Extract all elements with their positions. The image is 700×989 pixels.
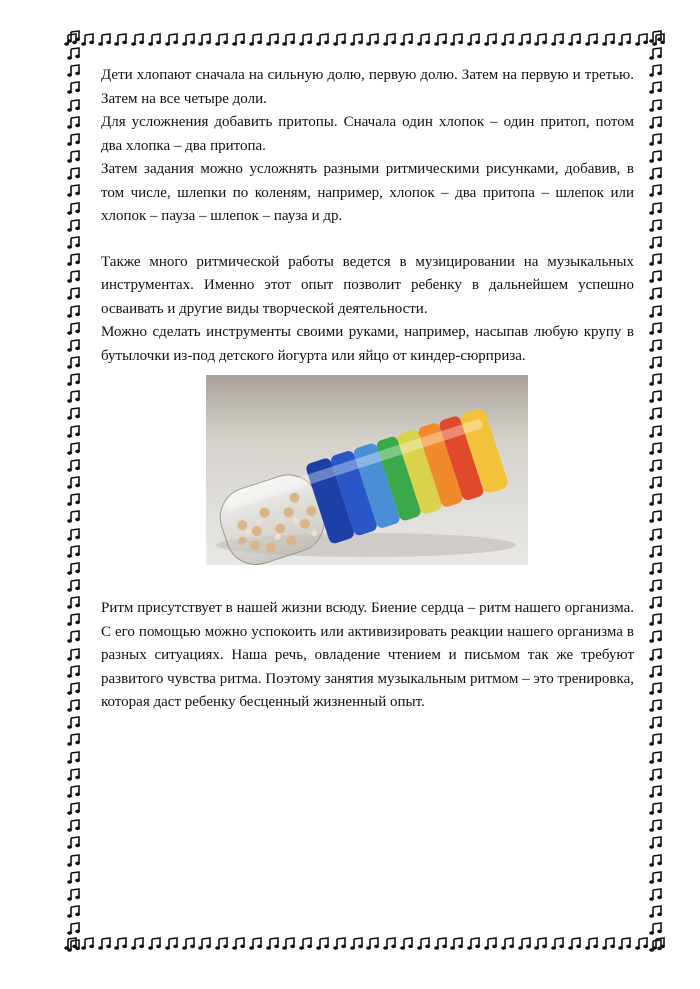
music-note-icon [602, 937, 616, 951]
music-note-icon [649, 322, 663, 336]
music-note-icon [649, 150, 663, 164]
music-note-icon [501, 937, 515, 951]
music-note-icon [148, 33, 162, 47]
music-note-icon [383, 33, 397, 47]
music-note-icon [649, 922, 663, 936]
music-note-icon [649, 442, 663, 456]
music-note-icon [67, 716, 81, 730]
music-note-icon [649, 425, 663, 439]
music-note-icon [232, 937, 246, 951]
music-note-icon [518, 937, 532, 951]
music-note-icon [67, 751, 81, 765]
music-note-icon [67, 81, 81, 95]
music-note-icon [282, 937, 296, 951]
decorative-border-right [646, 30, 666, 954]
music-note-icon [366, 937, 380, 951]
music-note-icon [67, 253, 81, 267]
music-note-icon [67, 219, 81, 233]
music-note-icon [67, 425, 81, 439]
music-note-icon [649, 116, 663, 130]
music-note-icon [649, 287, 663, 301]
music-note-icon [649, 459, 663, 473]
music-note-icon [649, 476, 663, 490]
music-note-icon [467, 33, 481, 47]
decorative-border-bottom [64, 934, 666, 954]
music-note-icon [67, 579, 81, 593]
music-note-icon [649, 768, 663, 782]
music-note-icon [649, 81, 663, 95]
music-note-icon [649, 99, 663, 113]
music-note-icon [67, 287, 81, 301]
music-note-icon [114, 937, 128, 951]
music-note-icon [383, 937, 397, 951]
music-note-icon [182, 33, 196, 47]
music-note-icon [67, 116, 81, 130]
music-note-icon [649, 356, 663, 370]
music-note-icon [67, 819, 81, 833]
music-note-icon [67, 322, 81, 336]
music-note-icon [67, 459, 81, 473]
music-note-icon [649, 64, 663, 78]
music-note-icon [67, 47, 81, 61]
paragraph-5: Можно сделать инструменты своими руками, например, насыпав любую крупу в бутылочки из-под детского йогурта или яйцо от киндер-сюрприза. [101, 324, 634, 364]
music-note-icon [98, 937, 112, 951]
music-note-icon [649, 613, 663, 627]
music-note-icon [649, 596, 663, 610]
music-note-icon [649, 270, 663, 284]
music-note-icon [232, 33, 246, 47]
music-note-icon [67, 150, 81, 164]
music-note-icon [602, 33, 616, 47]
music-note-icon [649, 167, 663, 181]
paragraph-3: Затем задания можно усложнять разными ритмическими рисунками, добавив, в том числе, шлепки по коленям, например, хлопок – два притопа – шлепок или хлопок – пауза – шлепок – пауза и др. [101, 161, 634, 224]
music-note-icon [649, 407, 663, 421]
music-note-icon [649, 939, 663, 953]
music-note-icon [649, 905, 663, 919]
music-note-icon [67, 236, 81, 250]
music-note-icon [649, 133, 663, 147]
music-note-icon [649, 579, 663, 593]
music-note-icon [649, 733, 663, 747]
music-note-icon [67, 528, 81, 542]
music-note-icon [649, 751, 663, 765]
music-note-icon [649, 854, 663, 868]
music-note-icon [131, 937, 145, 951]
music-note-icon [649, 682, 663, 696]
spacer [101, 229, 634, 251]
music-note-icon [67, 630, 81, 644]
music-note-icon [350, 937, 364, 951]
homemade-shaker-image [206, 375, 528, 565]
music-note-icon [67, 64, 81, 78]
music-note-icon [484, 33, 498, 47]
spacer [101, 565, 634, 597]
music-note-icon [649, 373, 663, 387]
music-note-icon [131, 33, 145, 47]
music-note-icon [67, 785, 81, 799]
music-note-icon [534, 33, 548, 47]
music-note-icon [400, 937, 414, 951]
music-note-icon [400, 33, 414, 47]
music-note-icon [67, 682, 81, 696]
music-note-icon [467, 937, 481, 951]
music-note-icon [649, 716, 663, 730]
music-note-icon [434, 33, 448, 47]
music-note-icon [165, 33, 179, 47]
music-note-icon [67, 648, 81, 662]
music-note-icon [67, 545, 81, 559]
music-note-icon [266, 33, 280, 47]
music-note-icon [67, 768, 81, 782]
music-note-icon [67, 133, 81, 147]
music-note-icon [67, 339, 81, 353]
music-note-icon [67, 888, 81, 902]
music-note-icon [215, 937, 229, 951]
music-note-icon [618, 33, 632, 47]
music-note-icon [67, 202, 81, 216]
music-note-icon [649, 236, 663, 250]
music-note-icon [366, 33, 380, 47]
music-note-icon [67, 939, 81, 953]
music-note-icon [649, 802, 663, 816]
shaker-photo [206, 375, 528, 565]
music-note-icon [67, 30, 81, 44]
music-note-icon [67, 596, 81, 610]
music-note-icon [67, 836, 81, 850]
music-note-icon [148, 937, 162, 951]
music-note-icon [215, 33, 229, 47]
music-note-icon [316, 33, 330, 47]
music-note-icon [618, 937, 632, 951]
music-note-icon [67, 407, 81, 421]
music-note-icon [649, 219, 663, 233]
music-note-icon [67, 184, 81, 198]
paragraph-6: Ритм присутствует в нашей жизни всюду. Биение сердца – ритм нашего организма. С его помощью можно успокоить или активизировать реакции нашего организма в разных ситуациях. Наша речь, овладение чтением и письмом так же требуют развитого чувства ритма. Поэтому занятия музыкальным ритмом – это тренировка, которая даст ребенку бесценный жизненный опыт. [101, 600, 634, 710]
music-note-icon [450, 33, 464, 47]
music-note-icon [518, 33, 532, 47]
document-body [101, 64, 634, 715]
music-note-icon [67, 373, 81, 387]
music-note-icon [649, 47, 663, 61]
music-note-icon [67, 356, 81, 370]
decorative-border-top [64, 30, 666, 50]
music-note-icon [649, 253, 663, 267]
music-note-icon [649, 871, 663, 885]
music-note-icon [649, 305, 663, 319]
music-note-icon [649, 665, 663, 679]
music-note-icon [649, 648, 663, 662]
music-note-icon [568, 33, 582, 47]
music-note-icon [114, 33, 128, 47]
music-note-icon [67, 390, 81, 404]
music-note-icon [450, 937, 464, 951]
music-note-icon [67, 613, 81, 627]
music-note-icon [501, 33, 515, 47]
music-note-icon [67, 476, 81, 490]
music-note-icon [266, 937, 280, 951]
music-note-icon [67, 510, 81, 524]
music-note-icon [649, 339, 663, 353]
music-note-icon [67, 167, 81, 181]
music-note-icon [417, 937, 431, 951]
music-note-icon [649, 30, 663, 44]
music-note-icon [67, 562, 81, 576]
paragraph-4: Также много ритмической работы ведется в музицировании на музыкальных инструментах. Именно этот опыт позволит ребенку в дальнейшем успешно осваивать и другие виды творческой деятельности. [101, 253, 634, 317]
music-note-icon [299, 33, 313, 47]
music-note-icon [67, 854, 81, 868]
music-note-icon [67, 270, 81, 284]
music-note-icon [198, 33, 212, 47]
music-note-icon [484, 937, 498, 951]
music-note-icon [649, 493, 663, 507]
music-note-icon [649, 836, 663, 850]
music-note-icon [568, 937, 582, 951]
music-note-icon [649, 510, 663, 524]
music-note-icon [67, 733, 81, 747]
music-note-icon [649, 562, 663, 576]
music-note-icon [67, 305, 81, 319]
music-note-icon [649, 888, 663, 902]
music-note-icon [282, 33, 296, 47]
music-note-icon [649, 184, 663, 198]
music-note-icon [299, 937, 313, 951]
music-note-icon [67, 922, 81, 936]
music-note-icon [67, 99, 81, 113]
music-note-icon [649, 202, 663, 216]
music-note-icon [417, 33, 431, 47]
music-note-icon [67, 665, 81, 679]
music-note-icon [649, 785, 663, 799]
music-note-icon [67, 802, 81, 816]
music-note-icon [551, 937, 565, 951]
music-note-icon [98, 33, 112, 47]
music-note-icon [249, 937, 263, 951]
music-note-icon [350, 33, 364, 47]
music-note-icon [316, 937, 330, 951]
music-note-icon [198, 937, 212, 951]
music-note-icon [333, 937, 347, 951]
decorative-border-left [64, 30, 84, 954]
music-note-icon [585, 33, 599, 47]
music-note-icon [67, 905, 81, 919]
music-note-icon [649, 630, 663, 644]
music-note-icon [67, 493, 81, 507]
music-note-icon [551, 33, 565, 47]
music-note-icon [67, 442, 81, 456]
paragraph-2: Для усложнения добавить притопы. Сначала один хлопок – один притоп, потом два хлопка – два притопа. [101, 114, 634, 154]
music-note-icon [649, 545, 663, 559]
music-note-icon [649, 528, 663, 542]
music-note-icon [165, 937, 179, 951]
music-note-icon [649, 819, 663, 833]
music-note-icon [182, 937, 196, 951]
music-note-icon [649, 390, 663, 404]
music-note-icon [434, 937, 448, 951]
music-note-icon [534, 937, 548, 951]
paragraph-1: Дети хлопают сначала на сильную долю, первую долю. Затем на первую и третью. Затем на все четыре доли. [101, 67, 634, 107]
music-note-icon [649, 699, 663, 713]
music-note-icon [67, 871, 81, 885]
music-note-icon [67, 699, 81, 713]
music-note-icon [249, 33, 263, 47]
music-note-icon [333, 33, 347, 47]
music-note-icon [585, 937, 599, 951]
